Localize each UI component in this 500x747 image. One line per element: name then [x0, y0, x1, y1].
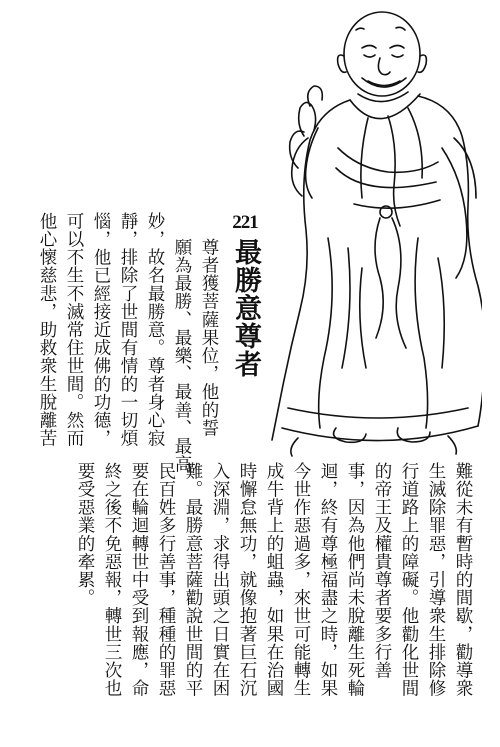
- lower-column-2: 生滅除罪惡，引導衆生排除修: [426, 462, 446, 698]
- upper-column-2: 願為最勝、最樂、最善、最高: [172, 238, 192, 474]
- upper-column-3: 妙，故名最勝意。尊者身心寂: [145, 212, 165, 448]
- lower-column-3: 行道路上的障礙。他勸化世間: [399, 462, 419, 698]
- upper-column-1: 尊者獲菩薩果位，他的誓: [199, 238, 219, 438]
- lower-column-9: 時懈怠無功，就像抱著巨石沉: [237, 462, 257, 698]
- lower-column-5: 事，因為他們尚未脫離生死輪: [345, 462, 365, 698]
- upper-column-7: 他心懷慈悲，助救衆生脫離苦: [37, 212, 57, 448]
- lower-column-11: 難。最勝意菩薩勸說世間的平: [183, 462, 203, 698]
- title-column: [226, 212, 264, 378]
- lower-column-14: 終之後不免惡報，轉世三次也: [102, 462, 122, 698]
- page-title: 最勝意尊者: [230, 238, 261, 378]
- upper-column-6: 可以不生不滅常住世間。然而: [64, 212, 84, 448]
- lower-column-12: 民百姓多行善事，種種的罪惡: [156, 462, 176, 698]
- lower-column-13: 要在輪迴轉世中受到報應，命: [129, 462, 149, 698]
- lower-column-1: 難從未有暫時的間歇，勸導衆: [453, 462, 473, 698]
- lower-column-4: 的帝王及權貴尊者要多行善: [372, 462, 392, 680]
- lower-column-15: 要受惡業的牽累。: [75, 462, 95, 607]
- upper-column-5: 惱，他已經接近成佛的功德，: [91, 212, 111, 448]
- lower-column-6: 迴，終有尊極福盡之時，如果: [318, 462, 338, 698]
- lower-column-7: 今世作惡過多，來世可能轉生: [291, 462, 311, 698]
- upper-column-4: 靜，排除了世間有情的一切煩: [118, 212, 138, 448]
- lower-column-8: 成牛背上的蛆蟲，如果在治國: [264, 462, 284, 698]
- arhat-illustration: [258, 8, 482, 458]
- entry-number: 221: [232, 212, 258, 233]
- lower-column-10: 入深淵，求得出頭之日實在困: [210, 462, 230, 698]
